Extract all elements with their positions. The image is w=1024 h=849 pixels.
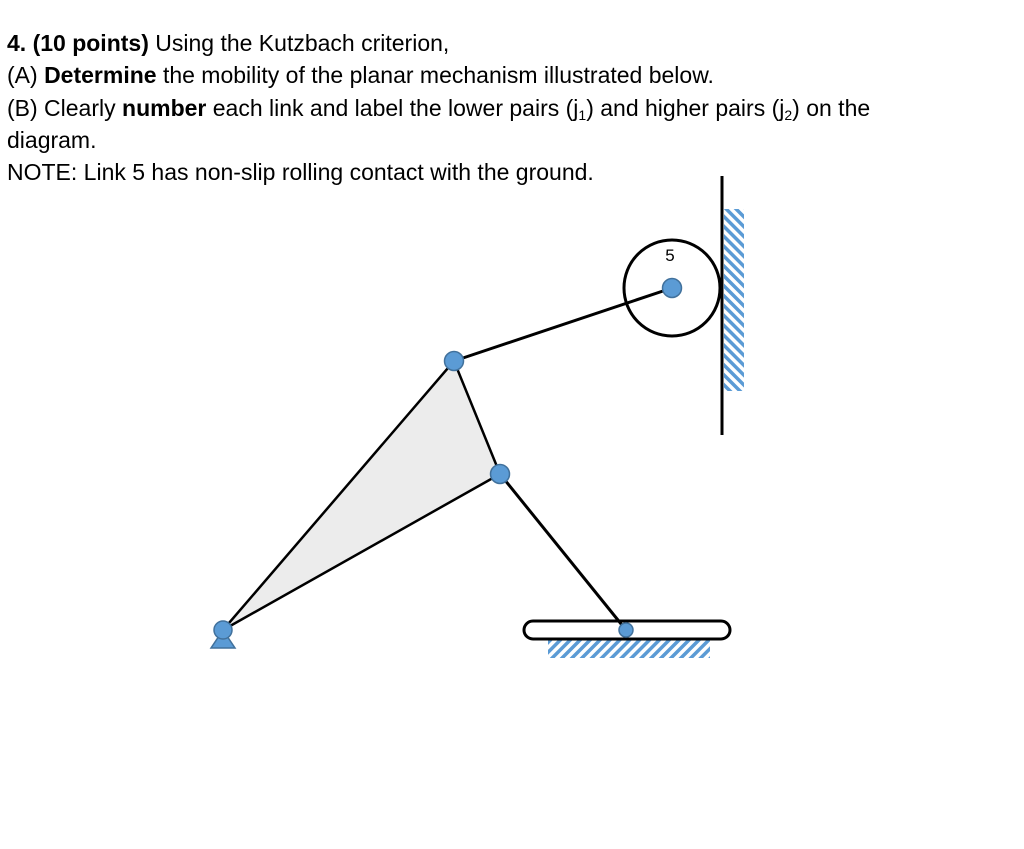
wall-ground-hatch bbox=[724, 209, 744, 391]
joint-ternary-top bbox=[445, 352, 464, 371]
problem-number: 4. bbox=[7, 30, 27, 56]
ternary-link bbox=[223, 361, 500, 630]
joint-ground-pivot bbox=[214, 621, 232, 639]
part-b-text-a: each link and label the lower pairs (j bbox=[212, 94, 579, 121]
joint-ternary-right bbox=[491, 465, 510, 484]
part-b-sub-2: 2 bbox=[784, 106, 793, 123]
joint-slider bbox=[619, 623, 633, 637]
part-a-prefix: (A) bbox=[7, 62, 38, 89]
part-b-prefix: (B) Clearly bbox=[7, 94, 116, 121]
problem-note: NOTE: Link 5 has non-slip rolling contact with the ground. bbox=[7, 159, 594, 186]
part-a-text: the mobility of the planar mechanism illustrated below. bbox=[162, 62, 714, 89]
slider-link bbox=[500, 474, 626, 630]
part-b-text-c: ) on the bbox=[792, 94, 871, 121]
part-b-sub-1: 1 bbox=[578, 106, 587, 123]
problem-points: (10 points) bbox=[32, 30, 149, 56]
problem-line-4: diagram. bbox=[7, 126, 97, 153]
part-a-bold: Determine bbox=[44, 62, 157, 89]
part-b-text-b: ) and higher pairs (j bbox=[586, 94, 785, 121]
floor-ground-hatch bbox=[548, 640, 710, 658]
joint-wheel-center bbox=[663, 279, 682, 298]
problem-line-1-text: Using the Kutzbach criterion, bbox=[155, 30, 450, 56]
wheel-label: 5 bbox=[665, 246, 675, 265]
part-b-bold: number bbox=[122, 94, 207, 121]
